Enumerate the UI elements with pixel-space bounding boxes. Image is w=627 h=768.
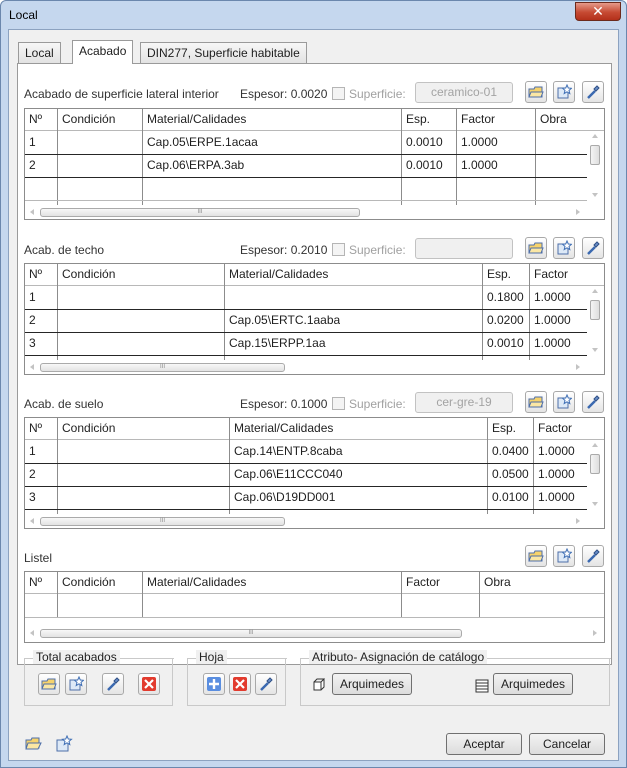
table-row[interactable] xyxy=(25,309,589,332)
group-title: Atributo- Asignación de catálogo xyxy=(309,650,487,664)
pick-button[interactable] xyxy=(582,545,604,567)
eyedropper-icon xyxy=(585,548,601,564)
horizontal-scrollbar[interactable] xyxy=(25,360,605,375)
cell-factor: 1.0000 xyxy=(538,490,575,504)
add-button[interactable] xyxy=(203,673,225,695)
listel-grid xyxy=(24,571,605,643)
tab-acabado[interactable]: Acabado xyxy=(72,40,133,64)
group-title: Total acabados xyxy=(33,650,120,664)
techo-grid xyxy=(24,263,605,375)
eyedropper-icon xyxy=(585,84,601,100)
arquimedes-button-2[interactable]: Arquimedes xyxy=(493,673,573,695)
pick-button[interactable] xyxy=(582,391,604,413)
layers-icon xyxy=(474,678,490,694)
cell-factor: 1.0000 xyxy=(461,158,498,172)
open-folder-button[interactable] xyxy=(525,237,547,259)
cell-no: 2 xyxy=(29,467,36,481)
cell-no: 1 xyxy=(29,135,36,149)
espesor-value: Espesor: 0.2010 xyxy=(240,243,328,257)
cell-no: 1 xyxy=(29,444,36,458)
section-title: Acab. de techo xyxy=(24,243,105,257)
cell-no: 3 xyxy=(29,336,36,350)
open-folder-button[interactable] xyxy=(525,391,547,413)
eyedropper-icon xyxy=(258,676,274,692)
cell-factor: 1.0000 xyxy=(534,336,571,350)
cell-material xyxy=(225,286,229,309)
table-row[interactable] xyxy=(25,486,589,509)
catalog-star-icon xyxy=(556,548,572,564)
cell-esp: 0.1800 xyxy=(487,290,524,304)
eyedropper-icon xyxy=(585,240,601,256)
col-header-no: Nº xyxy=(29,575,43,589)
suelo-grid xyxy=(24,417,605,529)
superficie-checkbox[interactable] xyxy=(332,243,345,256)
folder-open-icon xyxy=(25,735,43,753)
delete-icon xyxy=(232,676,248,692)
superficie-label: Superficie: xyxy=(349,243,406,257)
cell-material: Cap.14\ENTP.8caba xyxy=(234,444,343,458)
col-header-condicion: Condición xyxy=(62,575,116,589)
scroll-thumb[interactable]: III xyxy=(40,517,285,526)
vertical-scrollbar[interactable] xyxy=(587,286,604,360)
folder-open-icon xyxy=(528,84,544,100)
catalog-star-icon xyxy=(556,394,572,410)
section-title: Listel xyxy=(24,551,53,565)
scroll-thumb[interactable]: III xyxy=(40,363,285,372)
cell-material: Cap.05\ERTC.1aaba xyxy=(229,313,341,327)
eyedropper-icon xyxy=(105,676,121,692)
window-title: Local xyxy=(9,8,38,22)
vertical-scrollbar[interactable] xyxy=(587,440,604,514)
col-header-condicion: Condición xyxy=(62,421,116,435)
col-header-esp: Esp. xyxy=(492,421,517,435)
catalog-star-icon xyxy=(68,676,84,692)
cell-esp: 0.0010 xyxy=(487,336,524,350)
title-bar xyxy=(1,1,626,29)
col-header-material: Material/Calidades xyxy=(147,112,247,126)
delete-button[interactable] xyxy=(138,673,160,695)
table-row[interactable] xyxy=(25,332,589,355)
arquimedes-button-1[interactable]: Arquimedes xyxy=(332,673,412,695)
grid-header xyxy=(25,418,604,440)
delete-icon xyxy=(141,676,157,692)
grid-header xyxy=(25,572,604,594)
col-header-material: Material/Calidades xyxy=(147,575,247,589)
cell-factor: 1.0000 xyxy=(538,467,575,481)
col-header-esp: Esp. xyxy=(487,267,512,281)
cell-no: 1 xyxy=(29,290,36,304)
cell-no: 3 xyxy=(29,490,36,504)
superficie-field[interactable]: ceramico-01 xyxy=(415,82,513,103)
cell-esp: 0.0010 xyxy=(406,158,443,172)
superficie-label: Superficie: xyxy=(349,87,406,101)
cell-esp: 0.0010 xyxy=(406,135,443,149)
table-row[interactable] xyxy=(25,131,589,154)
cell-no: 2 xyxy=(29,158,36,172)
cell-esp: 0.0400 xyxy=(492,444,529,458)
col-header-obra: Obra xyxy=(484,575,511,589)
cell-esp: 0.0200 xyxy=(487,313,524,327)
grid-header xyxy=(25,109,604,131)
cell-material: Cap.06\ERPA.3ab xyxy=(147,158,245,172)
footer-open-button[interactable] xyxy=(22,732,44,754)
superficie-label: Superficie: xyxy=(349,397,406,411)
vertical-scrollbar[interactable] xyxy=(587,131,604,205)
cell-material: Cap.06\D19DD001 xyxy=(234,490,336,504)
catalog-button[interactable] xyxy=(65,673,87,695)
table-row[interactable] xyxy=(25,154,589,177)
col-header-esp: Esp. xyxy=(406,112,431,126)
catalog-button[interactable] xyxy=(553,391,575,413)
cancel-button[interactable]: Cancelar xyxy=(529,733,605,755)
catalog-star-icon xyxy=(556,240,572,256)
tab-din277[interactable]: DIN277, Superficie habitable xyxy=(140,42,307,63)
col-header-obra: Obra xyxy=(540,112,567,126)
catalog-button[interactable] xyxy=(553,81,575,103)
group-title: Hoja xyxy=(196,650,227,664)
col-header-factor: Factor xyxy=(406,575,441,589)
superficie-field[interactable]: cer-gre-19 xyxy=(415,392,513,413)
lateral-grid xyxy=(24,108,605,220)
delete-button[interactable] xyxy=(229,673,251,695)
open-folder-button[interactable] xyxy=(38,673,60,695)
catalog-star-icon xyxy=(55,735,73,753)
cube-icon xyxy=(311,678,327,694)
tab-local[interactable]: Local xyxy=(18,42,61,63)
catalog-button[interactable] xyxy=(553,237,575,259)
table-row[interactable] xyxy=(25,286,589,309)
folder-open-icon xyxy=(528,394,544,410)
section-title: Acab. de suelo xyxy=(24,397,104,411)
espesor-value: Espesor: 0.0020 xyxy=(240,87,328,101)
folder-open-icon xyxy=(41,676,57,692)
close-button[interactable]: ✕ xyxy=(575,2,621,21)
folder-open-icon xyxy=(528,240,544,256)
table-row[interactable] xyxy=(25,440,589,463)
cell-factor: 1.0000 xyxy=(538,444,575,458)
espesor-value: Espesor: 0.1000 xyxy=(240,397,328,411)
grid-header xyxy=(25,264,604,286)
cell-material: Cap.05\ERPE.1acaa xyxy=(147,135,258,149)
cell-esp: 0.0100 xyxy=(492,490,529,504)
col-header-factor: Factor xyxy=(538,421,573,435)
add-icon xyxy=(206,676,222,692)
pick-button[interactable] xyxy=(582,237,604,259)
horizontal-scrollbar[interactable] xyxy=(25,626,605,642)
col-header-condicion: Condición xyxy=(62,112,116,126)
cell-no: 2 xyxy=(29,313,36,327)
folder-open-icon xyxy=(528,548,544,564)
dialog-client xyxy=(8,29,619,761)
col-header-no: Nº xyxy=(29,267,43,281)
col-header-material: Material/Calidades xyxy=(234,421,334,435)
open-folder-button[interactable] xyxy=(525,545,547,567)
pick-button[interactable] xyxy=(255,673,277,695)
cell-material: Cap.15\ERPP.1aa xyxy=(229,336,326,350)
cell-esp: 0.0500 xyxy=(492,467,529,481)
accept-button[interactable]: Aceptar xyxy=(446,733,522,755)
pick-button[interactable] xyxy=(582,81,604,103)
cell-factor: 1.0000 xyxy=(534,313,571,327)
table-row[interactable] xyxy=(25,463,589,486)
open-folder-button[interactable] xyxy=(525,81,547,103)
horizontal-scrollbar[interactable] xyxy=(25,205,605,220)
group-total-acabados xyxy=(24,650,173,706)
eyedropper-icon xyxy=(585,394,601,410)
col-header-factor: Factor xyxy=(534,267,569,281)
col-header-no: Nº xyxy=(29,421,43,435)
col-header-material: Material/Calidades xyxy=(229,267,329,281)
acabado-panel xyxy=(17,63,612,665)
group-hoja xyxy=(187,650,286,706)
pick-button[interactable] xyxy=(102,673,124,695)
catalog-button[interactable] xyxy=(553,545,575,567)
superficie-checkbox[interactable] xyxy=(332,87,345,100)
section-title: Acabado de superficie lateral interior xyxy=(24,87,219,101)
cell-factor: 1.0000 xyxy=(461,135,498,149)
cell-factor: 1.0000 xyxy=(534,290,571,304)
superficie-checkbox[interactable] xyxy=(332,397,345,410)
group-atributo xyxy=(300,650,610,706)
col-header-factor: Factor xyxy=(461,112,496,126)
footer-catalog-button[interactable] xyxy=(52,732,74,754)
col-header-condicion: Condición xyxy=(62,267,116,281)
horizontal-scrollbar[interactable] xyxy=(25,514,605,529)
scroll-thumb[interactable]: III xyxy=(40,208,360,217)
catalog-star-icon xyxy=(556,84,572,100)
col-header-no: Nº xyxy=(29,112,43,126)
scroll-thumb[interactable]: III xyxy=(40,629,462,638)
superficie-field[interactable] xyxy=(415,238,513,259)
cell-material: Cap.06\E11CCC040 xyxy=(234,467,343,481)
